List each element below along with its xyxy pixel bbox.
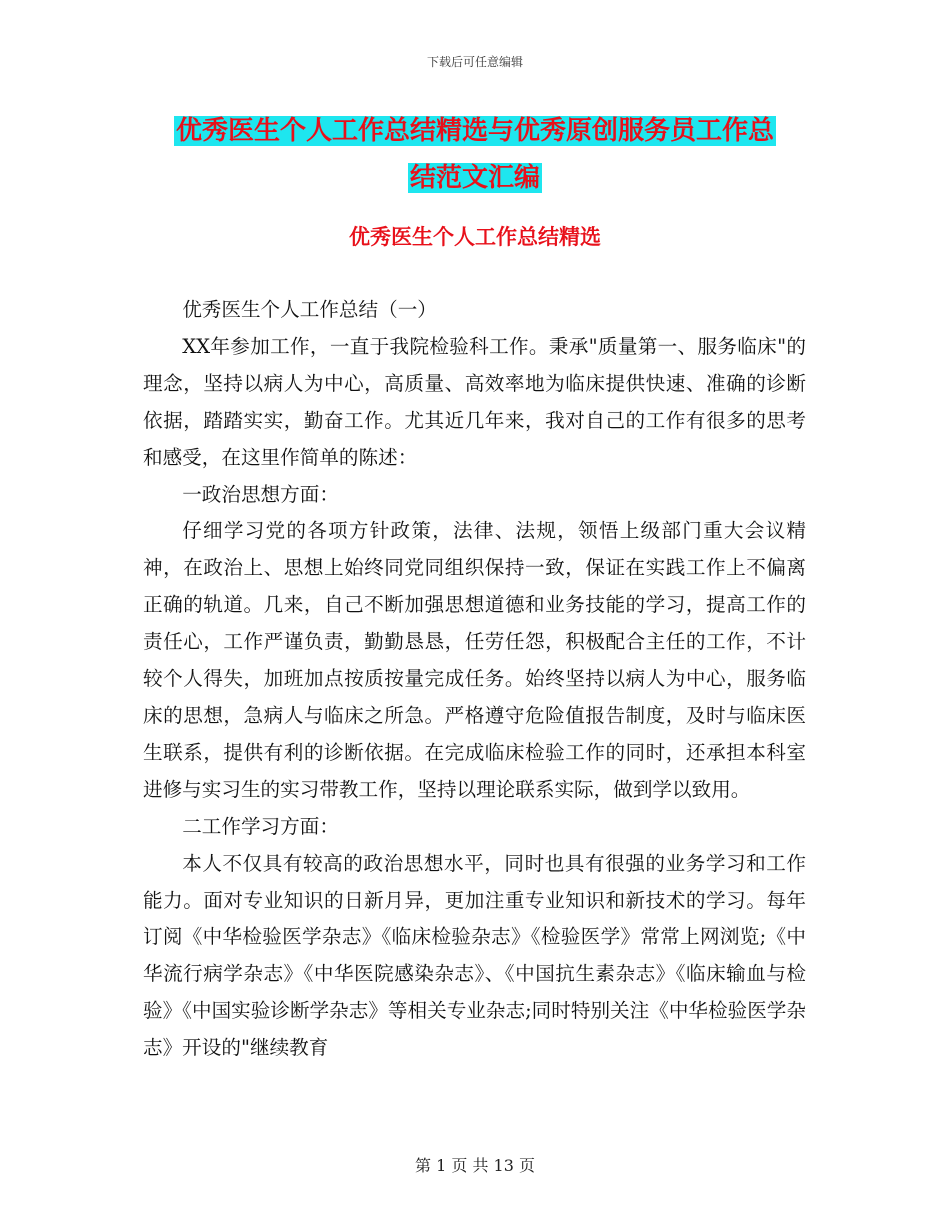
document-title-line-2 — [0, 155, 950, 202]
title-line-1-text: 优秀医生个人工作总结精选与优秀原创服务员工作总 — [175, 116, 774, 146]
document-title — [0, 108, 950, 202]
paragraph-intro: XX年参加工作，一直于我院检验科工作。秉承"质量第一、服务临床"的理念，坚持以病人为中心，高质量、高效率地为临床提供快速、准确的诊断依据，踏踏实实，勤奋工作。尤其近几年来，我对自己的工作有很多的思考和感受，在这里作简单的陈述： — [143, 334, 806, 469]
paragraph-subtitle: 优秀医生个人工作总结（一） — [182, 298, 437, 321]
page-header: 下载后可任意编辑 — [426, 55, 523, 69]
page-footer: 第 1 页 共 13 页 — [415, 1156, 535, 1175]
document-title-line-1 — [0, 108, 950, 155]
title-line-2-text: 结范文汇编 — [409, 163, 540, 193]
body-text — [143, 292, 806, 1067]
paragraph-work-study: 本人不仅具有较高的政治思想水平，同时也具有很强的业务学习和工作能力。面对专业知识的日新月异，更加注重专业知识和新技术的学习。每年订阅《中华检验医学杂志》《临床检验杂志》《检验医学》常常上网浏览;《中华流行病学杂志》《中华医院感染杂志》、《中国抗生素杂志》《临床输血与检验》《中国实验诊断学杂志》等相关专业杂志;同时特别关注《中华检验医学杂志》开设的"继续教育 — [143, 851, 806, 1060]
paragraph-heading-work-study: 二工作学习方面： — [182, 814, 339, 838]
paragraph-heading-politics: 一政治思想方面： — [182, 482, 339, 506]
section-heading: 优秀医生个人工作总结精选 — [349, 224, 601, 249]
paragraph-politics: 仔细学习党的各项方针政策，法律、法规，领悟上级部门重大会议精神，在政治上、思想上始终同党同组织保持一致，保证在实践工作上不偏离正确的轨道。几来，自己不断加强思想道德和业务技能的学习，提高工作的责任心，工作严谨负责，勤勤恳恳，任劳任怨，积极配合主任的工作，不计较个人得失，加班加点按质按量完成任务。始终坚持以病人为中心，服务临床的思想，急病人与临床之所急。严格遵守危险值报告制度，及时与临床医生联系，提供有利的诊断依据。在完成临床检验工作的同时，还承担本科室进修与实习生的实习带教工作，坚持以理论联系实际，做到学以致用。 — [143, 519, 806, 801]
